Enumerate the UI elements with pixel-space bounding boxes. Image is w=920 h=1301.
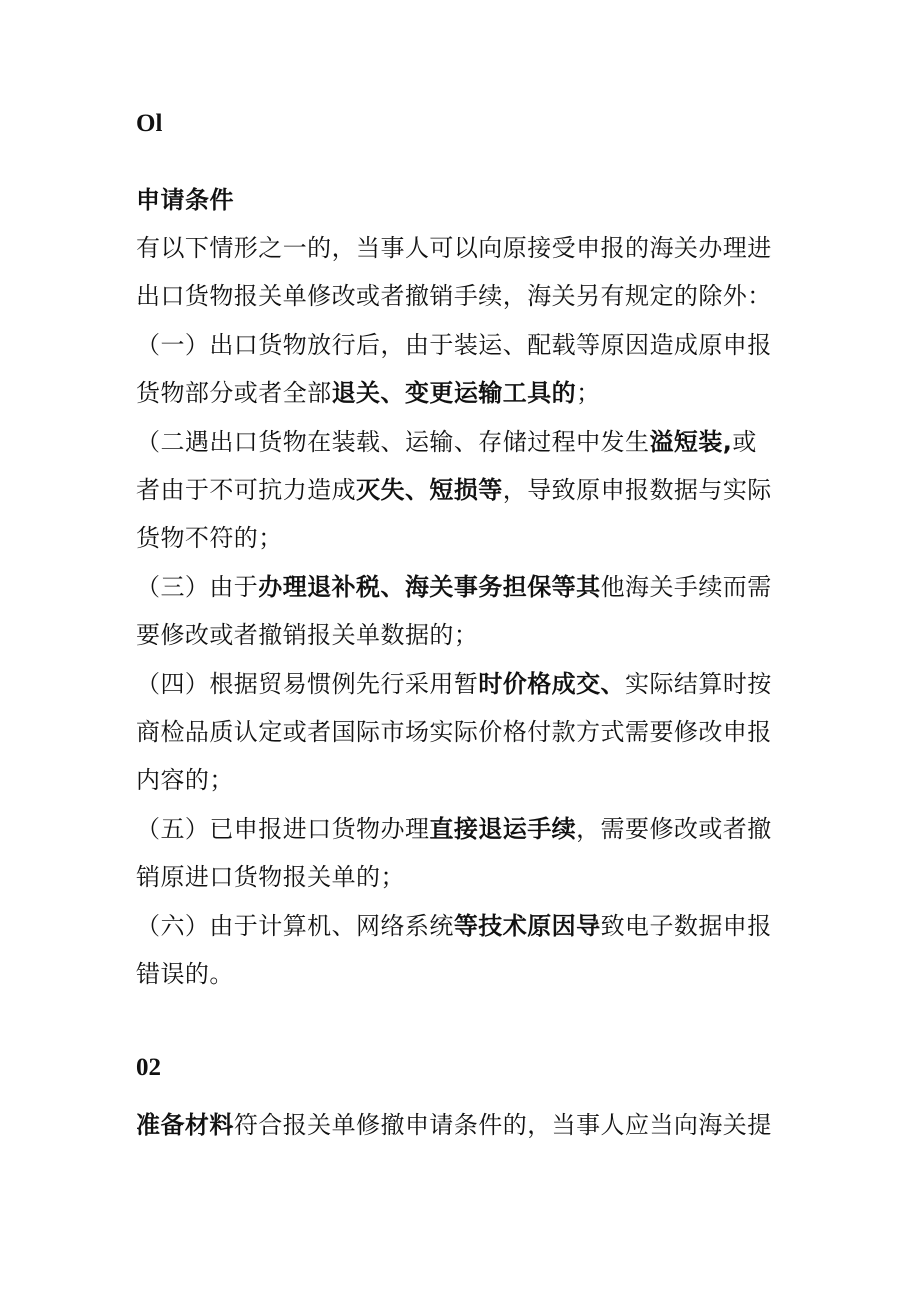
section-body-2 <box>136 1101 816 1149</box>
paragraph-line: 出口货物报关单修改或者撤销手续，海关另有规定的除外： <box>136 282 772 311</box>
text-span: （六）由于计算机、网络系统 <box>136 911 454 940</box>
item-4-line: 商检品质认定或者国际市场实际价格付款方式需要修改申报 <box>136 718 772 747</box>
item-5-line <box>136 805 796 853</box>
item-4-line: 内容的； <box>136 766 234 795</box>
text-span: 他海关手续而需 <box>600 572 772 601</box>
item-2-line <box>136 466 796 514</box>
bold-text: 灭失、短损等 <box>356 476 503 505</box>
section-body-1 <box>136 224 796 999</box>
text-span: ； <box>576 379 601 408</box>
bold-text: 办理退补税、海关事务担保等其 <box>258 572 601 601</box>
text-span: ，导致原申报数据与实际 <box>502 476 772 505</box>
item-5-line: 销原进口货物报关单的； <box>136 863 405 892</box>
text-span: 致电子数据申报 <box>600 911 772 940</box>
text-span: ，需要修改或者撤 <box>576 814 772 843</box>
item-2-line <box>136 418 796 466</box>
item-2-line: 货物不符的； <box>136 524 283 553</box>
section-number-1: Ol <box>136 110 163 137</box>
bold-text: 溢短装, <box>649 427 733 456</box>
section-heading-application-conditions: 申请条件 <box>136 186 234 214</box>
paragraph-text: 符合报关单修撤申请条件的，当事人应当向海关提 <box>233 1111 772 1139</box>
section-number-2: 02 <box>136 1054 161 1081</box>
item-6-line <box>136 902 796 950</box>
text-span: （三）由于 <box>136 572 259 601</box>
paragraph-line: 有以下情形之一的，当事人可以向原接受申报的海关办理进 <box>136 234 772 262</box>
text-span: 或 <box>732 427 757 456</box>
section-heading-preparation-materials: 准备材料 <box>136 1111 234 1139</box>
item-1-line <box>136 369 796 417</box>
text-span: 货物部分或者全部 <box>136 379 332 408</box>
bold-text: 等技术原因导 <box>453 911 601 940</box>
text-span: （二遇出口货物在装载、运输、存储过程中发生 <box>136 427 650 456</box>
bold-text: 退关、变更运输工具的 <box>331 379 577 408</box>
item-6-line: 错误的。 <box>136 960 234 989</box>
item-4-line <box>136 660 796 708</box>
text-span: 实际结算时按 <box>625 669 772 698</box>
text-span: （四）根据贸易惯例先行采用暂 <box>136 669 479 698</box>
text-span: 者由于不可抗力造成 <box>136 476 357 505</box>
bold-text: 直接退运手续 <box>429 814 577 843</box>
item-3-line <box>136 563 796 611</box>
item-1-line: （一）出口货物放行后，由于装运、配载等原因造成原申报 <box>136 330 772 359</box>
bold-text: 时价格成交、 <box>478 669 626 698</box>
text-span: （五）已申报进口货物办理 <box>136 814 430 843</box>
item-3-line: 要修改或者撤销报关单数据的； <box>136 621 479 650</box>
